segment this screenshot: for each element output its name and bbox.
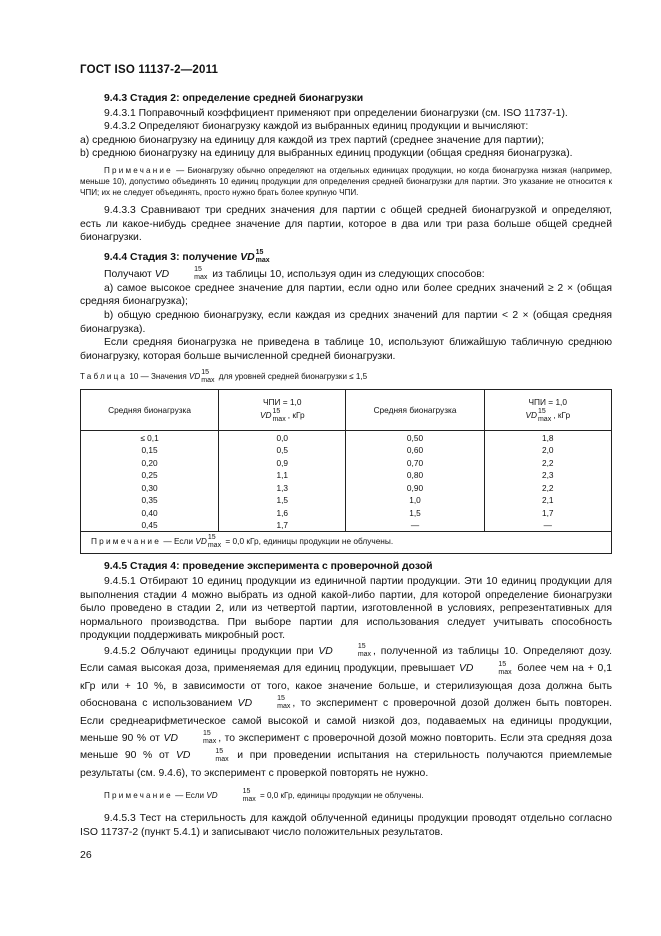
table-caption: Таблица 10 — Значения VD 15 max для уровней средней бионагрузки ≤ 1,5 bbox=[80, 369, 368, 385]
paragraph-9452: 9.4.5.2 Облучают единицы продукции при VD 15 max , полученной из таблицы 10. Определяют дозу. Если самая высокая доза, применяемая для единиц продукции, превышает VD 15 max более чем на + 0,1 кГр или + 10 %, в зависимости от того, какое значение больше, и стерилизующая доза должна быть обоснована с использованием VD 15 max , то эксперимент с проверочной дозой должен быть повторен. Если среднеарифметическое самой высокой и самой низкой доз, подаваемых на единицы продукции, меньше 90 % от VD 15 max , то эксперимент с проверочной дозой можно повторить. Если эта средняя доза меньше 90 % от VD 15 max и при проведении испытания на стерильность получаются приемлемые результаты (см. 9.4.6), то эксперимент с проверкой повторять не нужно. bbox=[80, 643, 613, 779]
column-header: Средняя бионагрузка bbox=[81, 390, 219, 431]
column-header: Средняя бионагрузка bbox=[346, 390, 484, 431]
table-row: 0,30 1,3 0,90 2,2 bbox=[81, 481, 612, 494]
table-note-row: Примечание — Если VD 15 max = 0,0 кГр, единицы продукции не облучены. bbox=[81, 532, 612, 554]
vd-symbol: VD bbox=[189, 372, 201, 382]
page-number: 26 bbox=[80, 849, 92, 861]
table-row: 0,35 1,5 1,0 2,1 bbox=[81, 494, 612, 507]
column-header: ЧПИ = 1,0 VD 15 max , кГр bbox=[484, 390, 611, 431]
section-heading-944: 9.4.4 Стадия 3: получение VD 15 max bbox=[104, 248, 270, 264]
list-item-a: а) самое высокое среднее значение для партии, если одно или более средних значений ≥ 2 × (общая средняя бионагрузка); bbox=[80, 282, 612, 308]
paragraph-944-intro: Получают VD 15 max из таблицы 10, используя один из следующих способов: bbox=[104, 265, 485, 281]
list-item-b: b) среднюю бионагрузку на единицу для выбранных единиц продукции (общая средняя бионагрузка). bbox=[80, 148, 573, 160]
note-945: Примечание — Если VD 15 max = 0,0 кГр, единицы продукции не облучены. bbox=[104, 788, 424, 804]
column-header: ЧПИ = 1,0 VD 15 max , кГр bbox=[219, 390, 346, 431]
paragraph-944-closest: Если средняя бионагрузка не приведена в таблице 10, используют ближайшую табличную среднюю бионагрузку, которая больше вычисленной средней бионагрузки. bbox=[80, 337, 612, 362]
table-10 bbox=[80, 389, 612, 554]
note-text: — Бионагрузку обычно определяют на отдельных единицах продукции, но когда бионагрузка низкая (например, меньше 10), допустимо объединять 10 единиц продукции для определения средней бионагрузки для партии. Это указание не относится к ЧПИ; их не следует объединять, просто нужно брать более крупную ЧПИ. bbox=[80, 165, 612, 197]
list-item-b: b) общую среднюю бионагрузку, если каждая из средних значений для партии < 2 × (общая средняя бионагрузка). bbox=[80, 309, 612, 335]
table-row: 0,25 1,1 0,80 2,3 bbox=[81, 469, 612, 482]
paragraph-9453: 9.4.5.3 Тест на стерильность для каждой облученной единицы продукции проводят отдельно согласно ISO 11737-2 (пункт 5.4.1) и записывают число положительных результатов. bbox=[80, 813, 612, 838]
table-row: 0,45 1,7 — — bbox=[81, 519, 612, 532]
list-item-a: а) среднюю бионагрузку на единицу для каждой из трех партий (среднее значение для партии); bbox=[80, 134, 545, 146]
table-row: 0,40 1,6 1,5 1,7 bbox=[81, 506, 612, 519]
vd-symbol: VD bbox=[154, 268, 170, 280]
paragraph-9433: 9.4.3.3 Сравнивают три средних значения для партии с общей средней бионагрузкой и определяют, есть ли какое-нибудь среднее значение для партии, которое в два или три раза больше общей средней бионагрузки. bbox=[80, 204, 612, 244]
note-label: Примечание bbox=[104, 165, 173, 175]
vd-symbol: VD bbox=[240, 251, 255, 263]
paragraph-9451: 9.4.5.1 Отбирают 10 единиц продукции из единичной партии продукции. Эти 10 единиц продукции для выполнения стадии 4 можно выбрать из одной какой-либо партии, для которой определение бионагрузки было проведено в стадии 2, или из четвертой партии, изготовленной в условиях, репрезентативных для нормального производства. При выборе партии для использования следует учитывать способность продукции поддерживать микробный рост. bbox=[80, 575, 612, 642]
section-heading-943: 9.4.3 Стадия 2: определение средней бионагрузки bbox=[104, 93, 364, 104]
table-row: ≤ 0,1 0,0 0,50 1,8 bbox=[81, 431, 612, 444]
page-content bbox=[80, 92, 612, 839]
paragraph-9431: 9.4.3.1 Поправочный коэффициент применяют при определении бионагрузки (см. ISO 11737-1). bbox=[104, 107, 568, 119]
table-row: 0,15 0,5 0,60 2,0 bbox=[81, 444, 612, 457]
table-row: 0,20 0,9 0,70 2,2 bbox=[81, 456, 612, 469]
document-header: ГОСТ ISO 11137-2—2011 bbox=[80, 64, 219, 76]
note-943 bbox=[80, 165, 612, 198]
paragraph-9432: 9.4.3.2 Определяют бионагрузку каждой из выбранных единиц продукции и вычисляют: bbox=[104, 121, 529, 133]
section-heading-945: 9.4.5 Стадия 4: проведение эксперимента с проверочной дозой bbox=[104, 561, 433, 573]
